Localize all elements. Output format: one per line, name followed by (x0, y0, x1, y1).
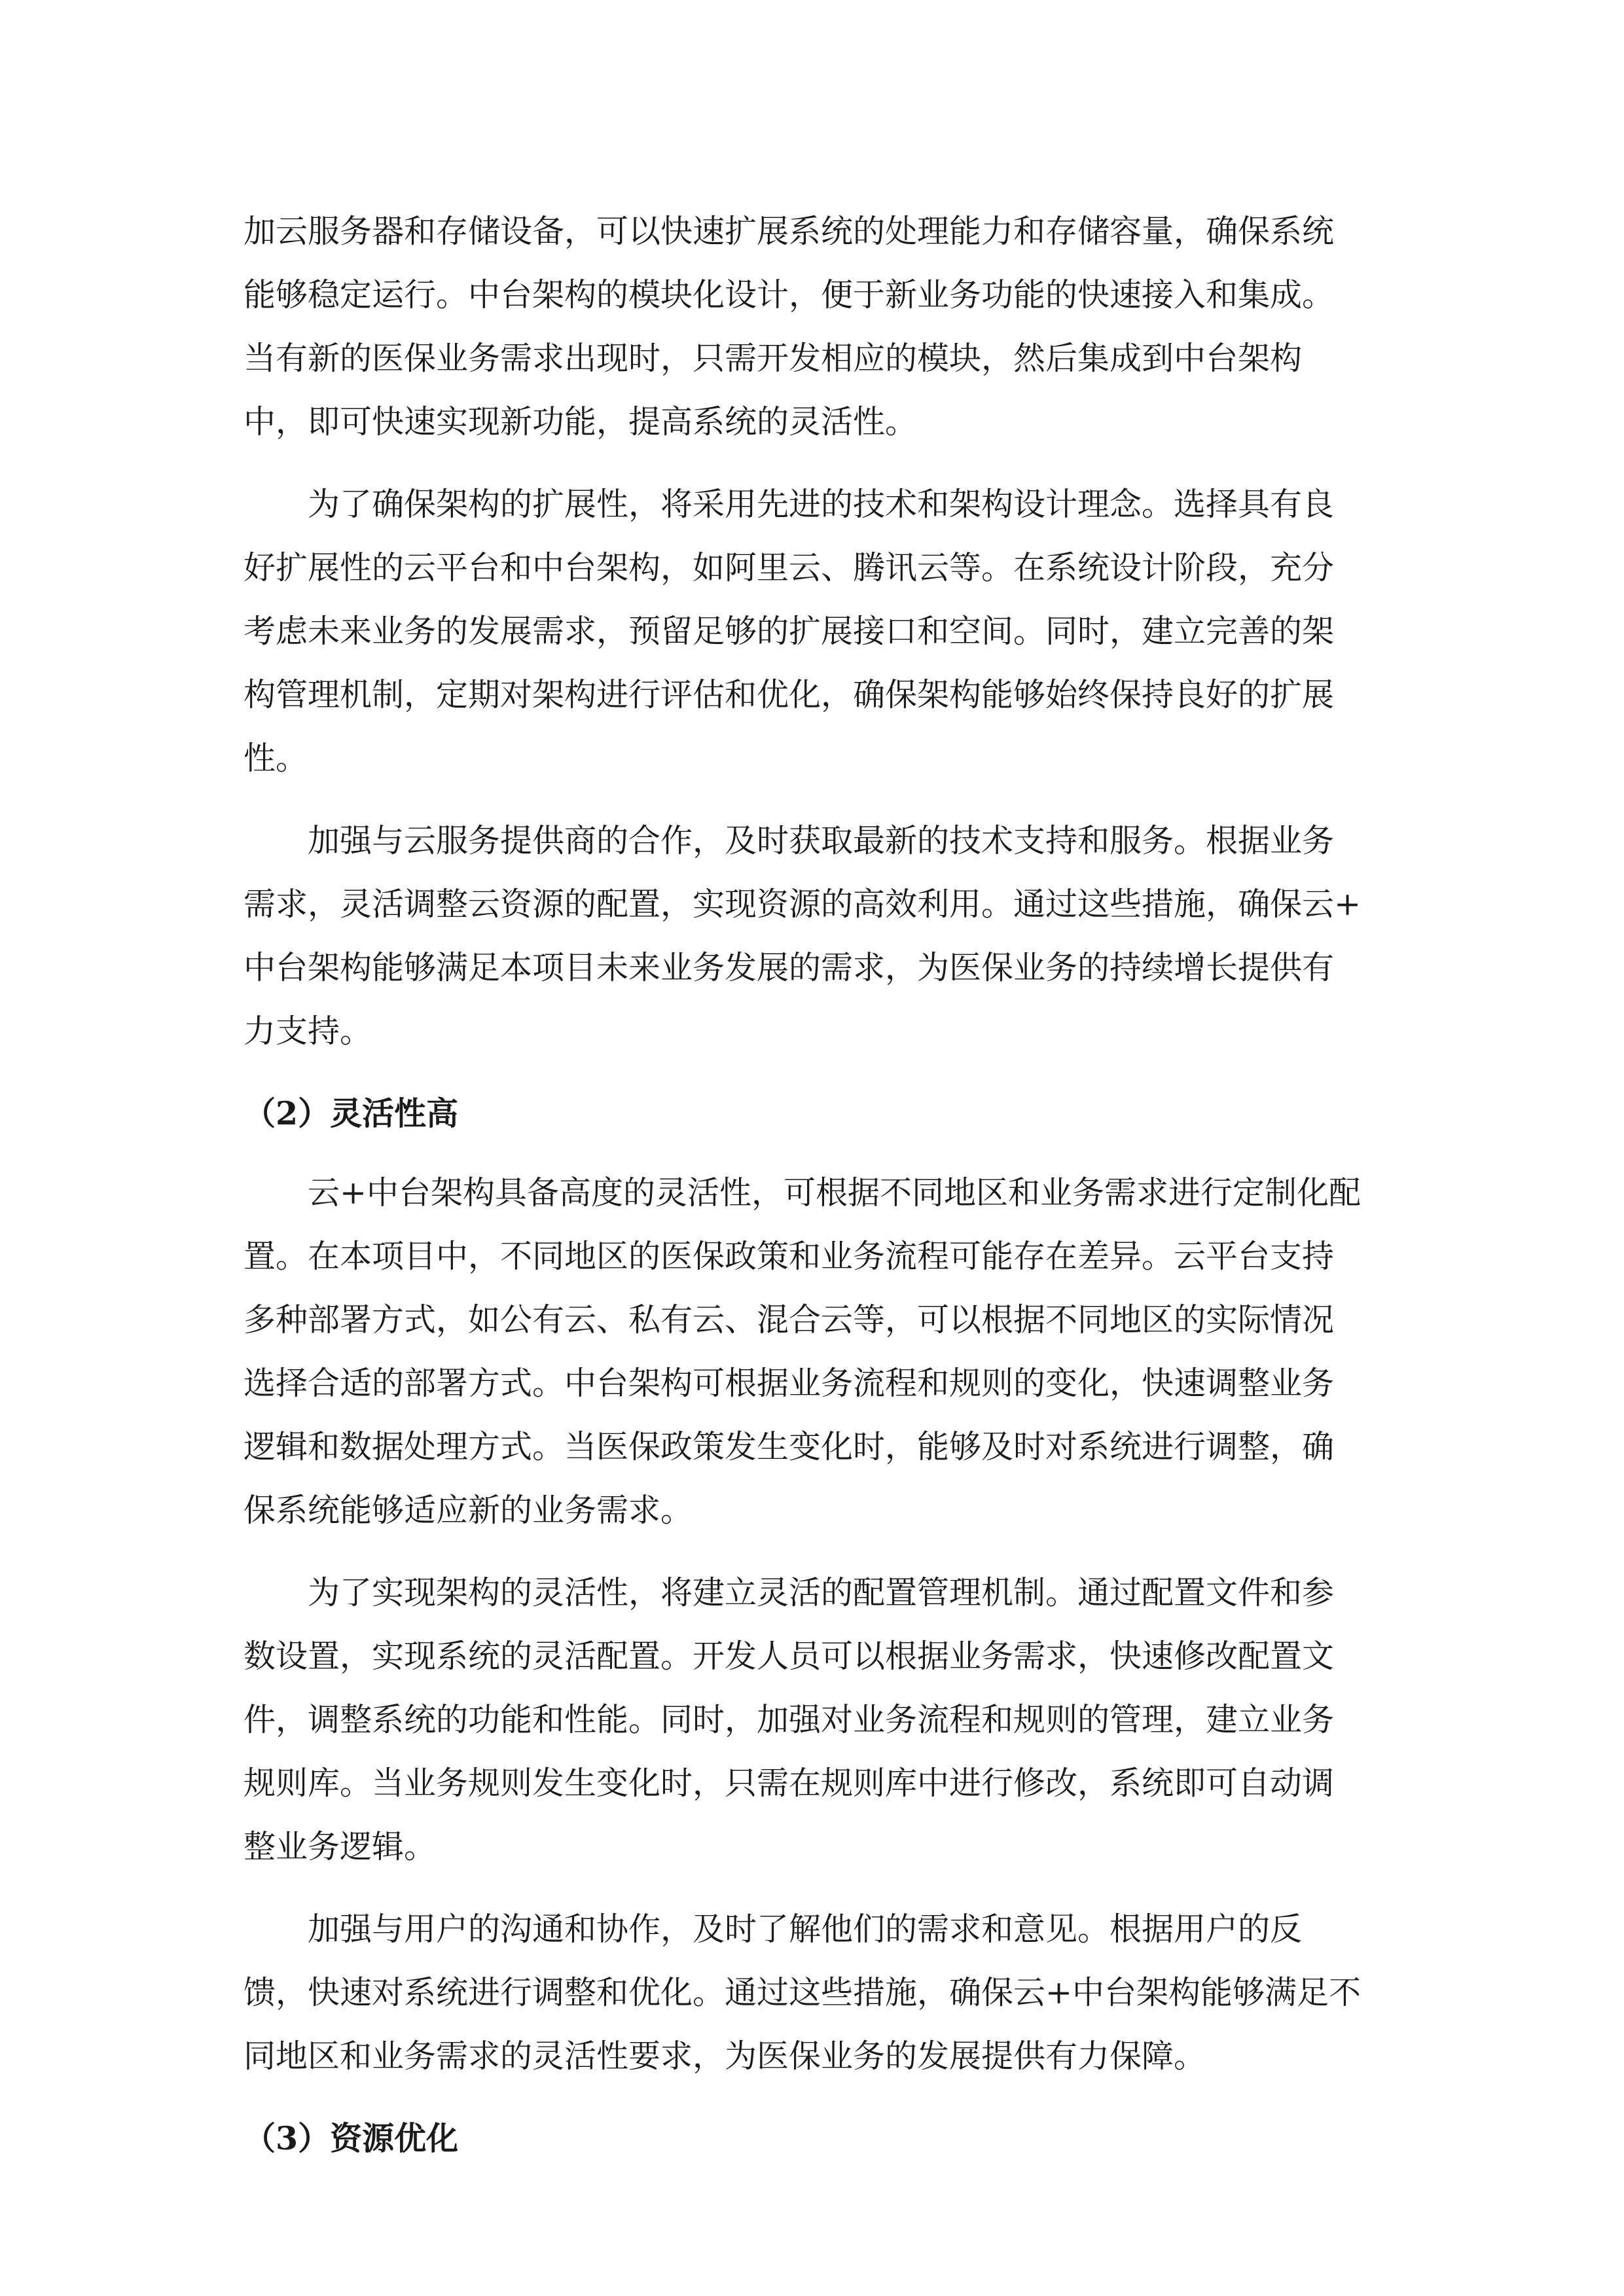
paragraph-cloud-cooperation (244, 809, 1382, 1063)
text-line: 中台架构能够满足本项目未来业务发展的需求，为医保业务的持续增长提供有 (244, 949, 1335, 986)
text-line: 加强与用户的沟通和协作，及时了解他们的需求和意见。根据用户的反 (308, 1910, 1303, 1948)
paragraph-config-management (244, 1561, 1382, 1878)
text-line: 多种部署方式，如公有云、私有云、混合云等，可以根据不同地区的实际情况 (244, 1301, 1335, 1338)
text-line: 加云服务器和存储设备，可以快速扩展系统的处理能力和存储容量，确保系统 (244, 213, 1335, 250)
text-line: 同地区和业务需求的灵活性要求，为医保业务的发展提供有力保障。 (244, 2037, 1206, 2075)
section-heading-flexibility: （2）灵活性高 (244, 1094, 459, 1132)
text-line: 规则库。当业务规则发生变化时，只需在规则库中进行修改，系统即可自动调 (244, 1765, 1335, 1802)
text-line: 保系统能够适应新的业务需求。 (244, 1492, 693, 1529)
text-line: 云+中台架构具备高度的灵活性，可根据不同地区和业务需求进行定制化配 (308, 1174, 1362, 1211)
text-line: 逻辑和数据处理方式。当医保政策发生变化时，能够及时对系统进行调整，确 (244, 1428, 1335, 1465)
text-line: 中，即可快速实现新功能，提高系统的灵活性。 (244, 403, 918, 440)
text-line: 选择合适的部署方式。中台架构可根据业务流程和规则的变化，快速调整业务 (244, 1365, 1335, 1402)
text-line: 性。 (244, 740, 308, 777)
text-line: 为了实现架构的灵活性，将建立灵活的配置管理机制。通过配置文件和参 (308, 1574, 1335, 1611)
text-line: 加强与云服务提供商的合作，及时获取最新的技术支持和服务。根据业务 (308, 822, 1335, 859)
text-line: 当有新的医保业务需求出现时，只需开发相应的模块，然后集成到中台架构 (244, 340, 1303, 377)
text-line: 件，调整系统的功能和性能。同时，加强对业务流程和规则的管理，建立业务 (244, 1701, 1335, 1738)
text-line: 整业务逻辑。 (244, 1828, 437, 1865)
text-line: 需求，灵活调整云资源的配置，实现资源的高效利用。通过这些措施，确保云+ (244, 886, 1362, 923)
text-line: 好扩展性的云平台和中台架构，如阿里云、腾讯云等。在系统设计阶段，充分 (244, 549, 1335, 586)
text-line: 馈，快速对系统进行调整和优化。通过这些措施，确保云+中台架构能够满足不 (244, 1974, 1362, 2011)
section-heading-resource-optimization: （3）资源优化 (244, 2119, 459, 2157)
paragraph-extensibility-measures (244, 473, 1382, 790)
text-line: 考虑未来业务的发展需求，预留足够的扩展接口和空间。同时，建立完善的架 (244, 613, 1335, 650)
paragraph-user-collaboration (244, 1897, 1382, 2088)
text-line: 为了确保架构的扩展性，将采用先进的技术和架构设计理念。选择具有良 (308, 486, 1335, 523)
text-line: 构管理机制，定期对架构进行评估和优化，确保架构能够始终保持良好的扩展 (244, 676, 1335, 713)
text-line: 能够稳定运行。中台架构的模块化设计，便于新业务功能的快速接入和集成。 (244, 276, 1335, 314)
paragraph-flexibility-overview (244, 1161, 1382, 1542)
text-line: 力支持。 (244, 1013, 372, 1050)
text-line: 置。在本项目中，不同地区的医保政策和业务流程可能存在差异。云平台支持 (244, 1238, 1335, 1275)
text-line: 数设置，实现系统的灵活配置。开发人员可以根据业务需求，快速修改配置文 (244, 1638, 1335, 1675)
document-body (244, 200, 1382, 2186)
paragraph-continuation (244, 200, 1382, 454)
